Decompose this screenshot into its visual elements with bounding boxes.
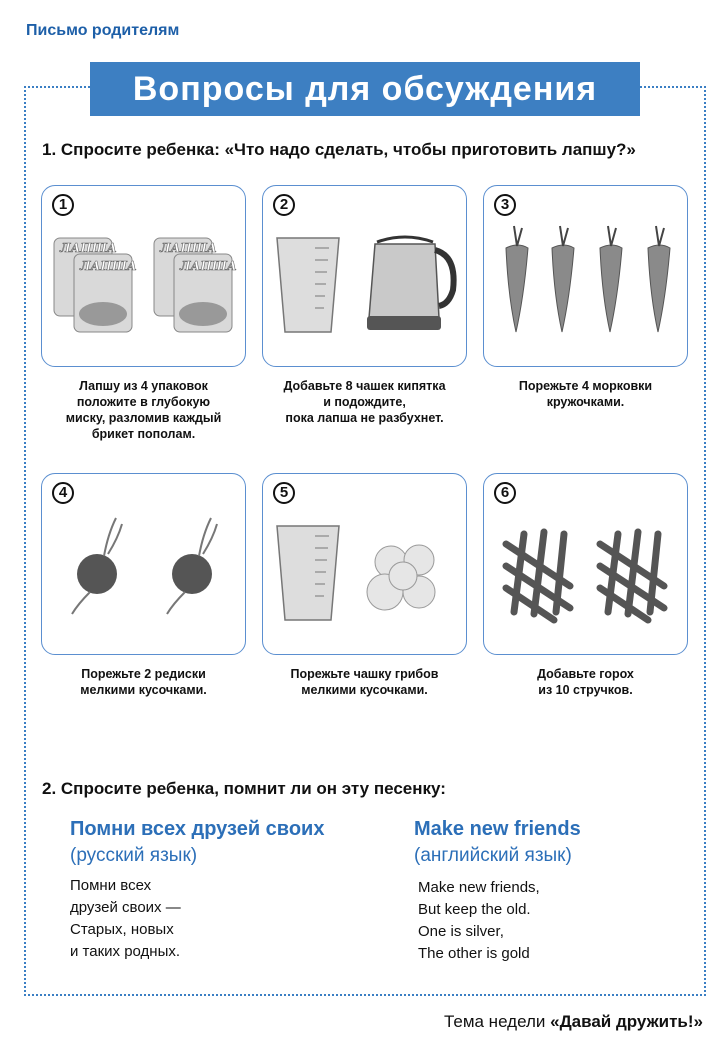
question-1: 1. Спросите ребенка: «Что надо сделать, чтобы приготовить лапшу?» <box>42 140 636 159</box>
step-caption-2: Добавьте 8 чашек кипятка и подождите, пока лапша не разбухнет. <box>283 379 446 425</box>
step-number-badge: 2 <box>273 194 295 216</box>
step-caption-6: Добавьте горох из 10 стручков. <box>537 667 634 697</box>
step-card-5 <box>262 473 467 655</box>
song-lang-en: (английский язык) <box>414 845 572 866</box>
footer-theme-name: «Давай дружить!» <box>550 1012 703 1031</box>
measuring-cup-and-mushrooms-icon <box>263 474 468 656</box>
step-card-1 <box>41 185 246 367</box>
song-title-ru: Помни всех друзей своих <box>70 818 325 840</box>
pack-label: ЛАПША <box>60 241 117 255</box>
step-card-4 <box>41 473 246 655</box>
measuring-cup-and-kettle-icon <box>263 186 468 368</box>
step-caption-1: Лапшу из 4 упаковок положите в глубокую миску, разломив каждый брикет пополам. <box>65 379 222 441</box>
step-caption-5: Порежьте чашку грибов мелкими кусочками. <box>290 667 439 697</box>
step-number-badge: 4 <box>52 482 74 504</box>
question-2: 2. Спросите ребенка, помнит ли он эту песенку: <box>42 779 446 798</box>
pack-label: ЛАПША <box>180 259 237 273</box>
radishes-icon <box>42 474 247 656</box>
pea-pods-icon <box>484 474 689 656</box>
step-caption-3: Порежьте 4 морковки кружочками. <box>518 379 653 409</box>
song-lang-ru: (русский язык) <box>70 845 198 866</box>
song-title-en: Make new friends <box>414 818 581 840</box>
header-label: Письмо родителям <box>26 22 180 39</box>
step-caption-4: Порежьте 2 редиски мелкими кусочками. <box>80 667 207 697</box>
song-text-ru: Помни всех друзей своих — Старых, новых и таких родных. <box>70 877 181 960</box>
song-text-en: Make new friends, But keep the old. One is silver, The other is gold <box>418 879 540 962</box>
page-title: Вопросы для обсуждения <box>90 62 640 116</box>
step-number-badge: 3 <box>494 194 516 216</box>
pack-label: ЛАПША <box>160 241 217 255</box>
step-number-badge: 1 <box>52 194 74 216</box>
step-number-badge: 6 <box>494 482 516 504</box>
noodle-packs-icon <box>42 186 247 368</box>
pack-label: ЛАПША <box>80 259 137 273</box>
carrots-icon <box>484 186 689 368</box>
step-card-2 <box>262 185 467 367</box>
footer-theme <box>444 1012 703 1032</box>
footer-prefix: Тема недели <box>443 1012 551 1031</box>
step-card-3 <box>483 185 688 367</box>
step-card-6 <box>483 473 688 655</box>
step-number-badge: 5 <box>273 482 295 504</box>
